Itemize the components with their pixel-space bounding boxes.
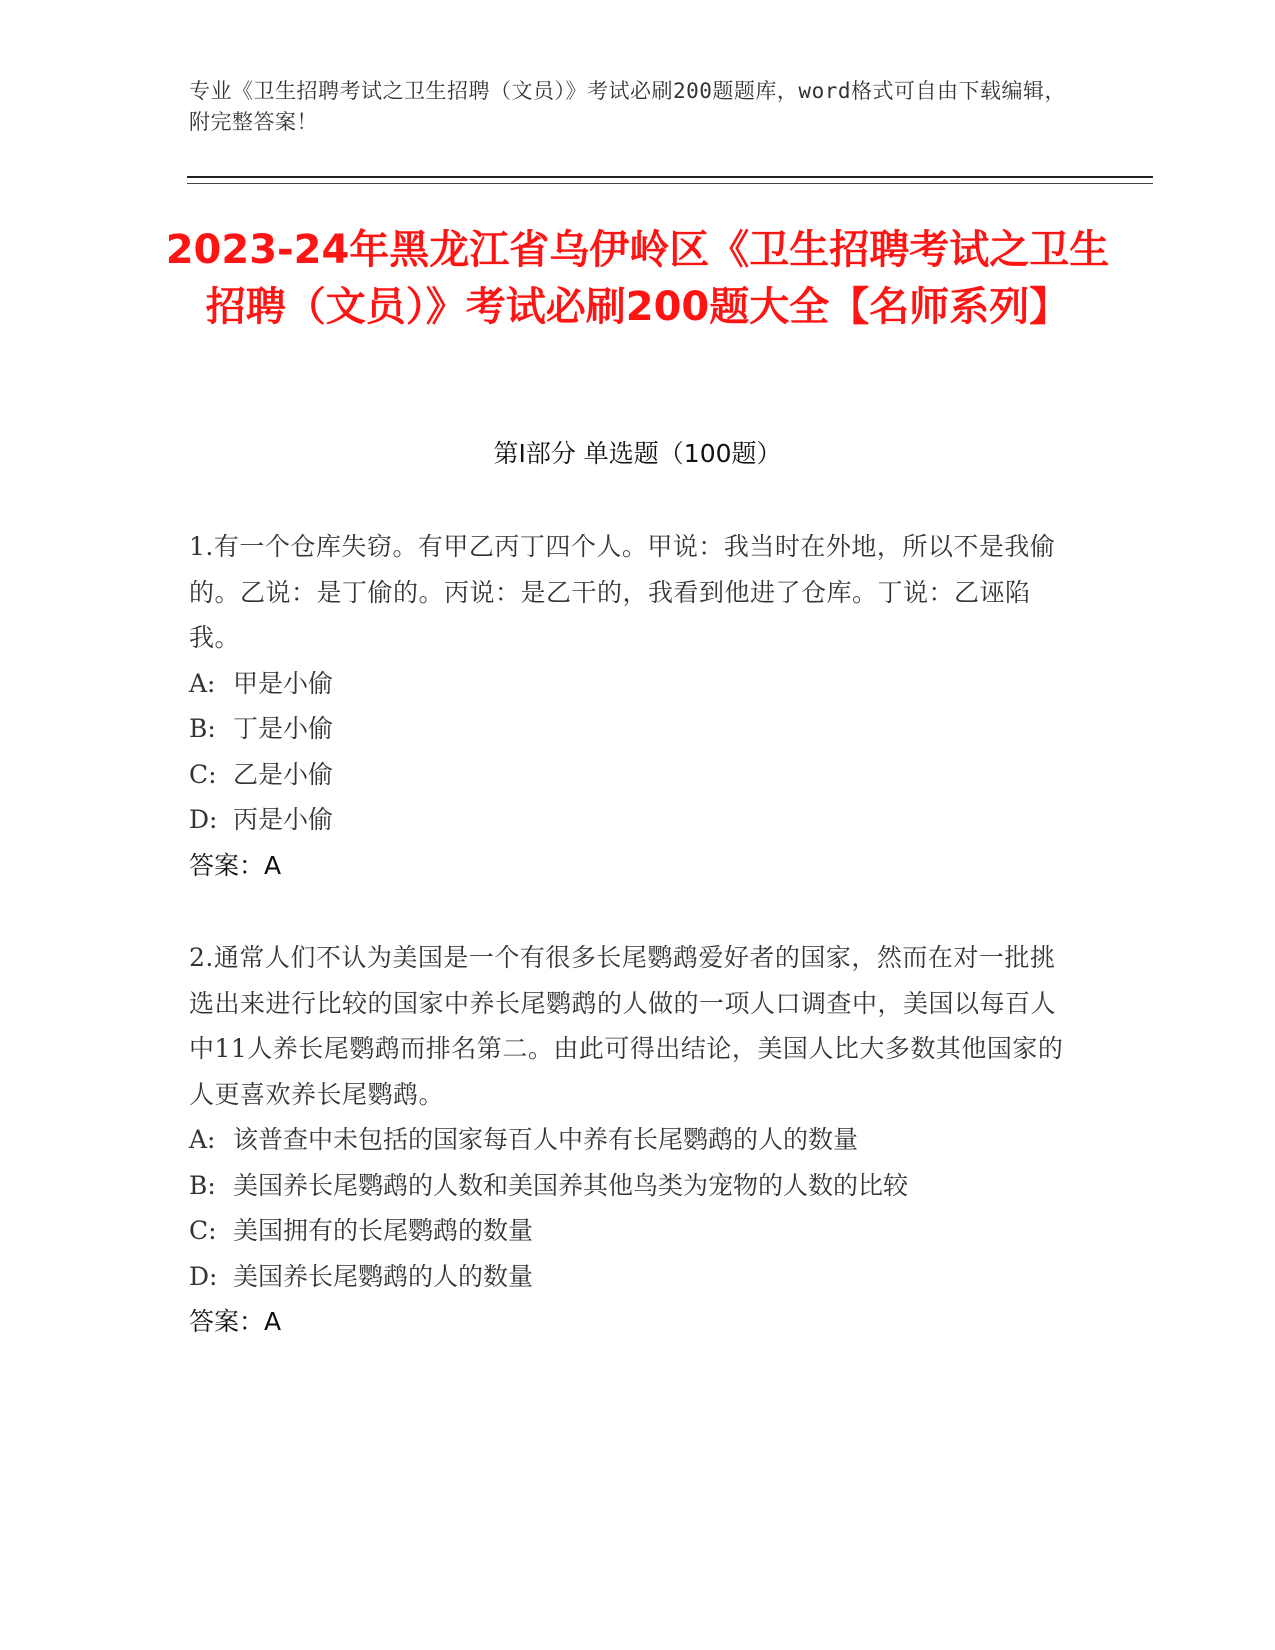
option-text: 美国养长尾鹦鹉的人的数量 (233, 1261, 534, 1291)
option-b (189, 1163, 1069, 1209)
document-title: 2023-24年黑龙江省乌伊岭区《卫生招聘考试之卫生招聘（文员）》考试必刷200题大全【名师系列】 (165, 227, 1110, 330)
option-text: 丙是小偷 (233, 805, 334, 834)
option-text: 丁是小偷 (233, 714, 334, 743)
option-text: 美国拥有的长尾鹦鹉的数量 (233, 1216, 534, 1245)
option-letter: C: (189, 1216, 217, 1245)
option-d (189, 1254, 1069, 1300)
question-stem: 1.有一个仓库失窃。有甲乙丙丁四个人。甲说：我当时在外地，所以不是我偷的。乙说：是丁偷的。丙说：是乙干的，我看到他进了仓库。丁说：乙诬陷我。 (189, 532, 1056, 652)
question-1 (189, 524, 1069, 888)
option-text: 乙是小偷 (233, 759, 334, 789)
option-c (189, 752, 1069, 798)
header-note: 专业《卫生招聘考试之卫生招聘（文员）》考试必刷200题题库，word格式可自由下载编辑，附完整答案！ (189, 79, 1066, 134)
answer-line: 答案：A (189, 1307, 282, 1336)
option-c (189, 1208, 1069, 1254)
option-letter: B: (189, 1170, 216, 1200)
header-divider-thick (187, 176, 1153, 178)
option-letter: A: (189, 1125, 216, 1154)
option-letter: A: (189, 668, 216, 698)
header-divider-thin (187, 183, 1153, 184)
option-letter: C: (189, 759, 217, 789)
option-text: 该普查中未包括的国家每百人中养有长尾鹦鹉的人的数量 (233, 1125, 859, 1154)
option-a (189, 661, 1069, 707)
option-letter: D: (189, 805, 218, 834)
option-b (189, 706, 1069, 752)
option-d (189, 797, 1069, 843)
section-title: 第Ⅰ部分 单选题（100题） (493, 439, 782, 468)
answer-line: 答案：A (189, 850, 282, 880)
option-text: 美国养长尾鹦鹉的人数和美国养其他鸟类为宠物的人数的比较 (233, 1170, 909, 1200)
option-text: 甲是小偷 (233, 668, 334, 698)
option-letter: D: (189, 1261, 218, 1291)
option-letter: B: (189, 714, 216, 743)
question-stem: 2.通常人们不认为美国是一个有很多长尾鹦鹉爱好者的国家，然而在对一批挑选出来进行比较的国家中养长尾鹦鹉的人做的一项人口调查中，美国以每百人中11人养长尾鹦鹉而排名第二。由此可得出结论，美国人比大多数其他国家的人更喜欢养长尾鹦鹉。 (189, 943, 1064, 1109)
question-2 (189, 935, 1069, 1345)
option-a (189, 1117, 1069, 1163)
